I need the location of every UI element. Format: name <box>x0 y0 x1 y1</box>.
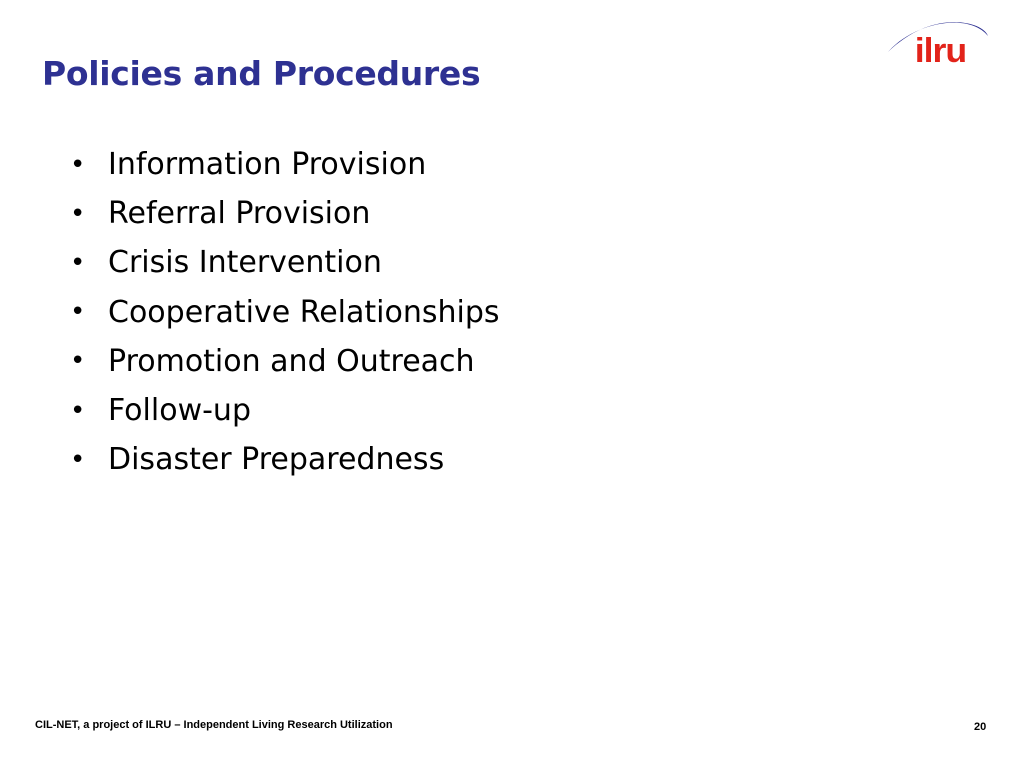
bullet-item <box>70 288 500 337</box>
bullet-item <box>70 435 500 484</box>
bullet-icon: • <box>70 444 86 475</box>
footer-text: CIL-NET, a project of ILRU – Independent Living Research Utilization <box>35 719 393 731</box>
bullet-icon: • <box>70 149 86 180</box>
bullet-icon: • <box>70 395 86 426</box>
bullet-text: Promotion and Outreach <box>108 343 475 379</box>
bullet-text: Cooperative Relationships <box>108 294 500 330</box>
bullet-text: Referral Provision <box>108 196 371 232</box>
bullet-item <box>70 386 500 435</box>
bullet-text: Follow-up <box>108 393 251 429</box>
bullet-text: Crisis Intervention <box>108 245 382 281</box>
bullet-icon: • <box>70 198 86 229</box>
bullet-list <box>70 140 500 484</box>
bullet-icon: • <box>70 346 86 377</box>
bullet-icon: • <box>70 247 86 278</box>
logo-text: ilru <box>914 32 967 70</box>
page-number: 20 <box>974 721 987 733</box>
bullet-text: Information Provision <box>108 147 427 183</box>
bullet-item <box>70 238 500 287</box>
bullet-icon: • <box>70 297 86 328</box>
bullet-item <box>70 189 500 238</box>
bullet-item <box>70 140 500 189</box>
bullet-item <box>70 337 500 386</box>
bullet-text: Disaster Preparedness <box>108 442 445 478</box>
ilru-logo <box>884 14 994 74</box>
slide-title: Policies and Procedures <box>42 54 481 93</box>
